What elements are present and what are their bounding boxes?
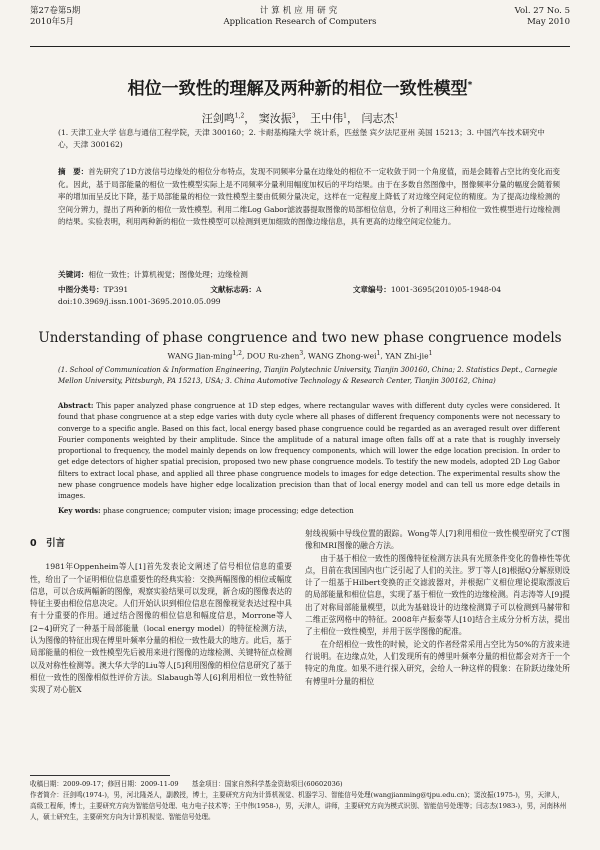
abstract-text-zh: 首先研究了1D方波信号边缘处的相位分布特点，发现不同频率分量在边缘处的相位不一定收敛于同一个角度值，而是会随着占空比的变化而变化。因此，基于局部能量的相位一致性模型实际上是不同频率分量利用幅度加权后的平均结果。由于在多数自然图像中，图像频率分量的幅度会随着频率的增加而呈反比下降，基于局部能量的相位一致性模型主要由低频分量决定，这样在一定程度上降低了对边缘空间定位的精度。为了提高边缘检测的空间分辨力，提出了两种新的相位一致性模型。利用二维Log Gabor滤波器提取图像的局部相位信息，分析了利用这三种相位一致性模型进行边缘检测的结果。实验表明，利用两种新的相位一致性模型可以检测到更加细致的图像边缘信息，具有更高的边缘空间定位能力。 bbox=[58, 167, 561, 227]
author-name: 闫志杰 bbox=[361, 112, 395, 125]
body-paragraph: 在介绍相位一致性的时候，论文的作者经常采用占空比为50%的方波来进行说明。在边缘点处，人们发现所有的傅里叶频率分量的相位都会对齐于一个特定的角度。如果不进行探入研究，会给人一种这样的假象：在阶跃边缘处所有傅里叶分量的相位 bbox=[305, 639, 570, 686]
author-name: 汪剑鸣 bbox=[201, 112, 235, 125]
header-center bbox=[30, 6, 570, 28]
author-list-zh: 汪剑鸣$^{1,2}$， 窦汝振$^3$， 王中伟$^1$， 闫志杰$^1$ bbox=[201, 112, 399, 125]
author-name-en: WANG Jian-ming bbox=[167, 351, 233, 361]
author-name-en: DOU Ru-zhen bbox=[246, 351, 300, 361]
footnote-rule bbox=[30, 775, 170, 776]
document-code: A bbox=[255, 285, 262, 294]
running-header bbox=[30, 6, 570, 44]
article-number: 1001-3695(2010)05-1948-04 bbox=[390, 285, 502, 294]
abstract-label-en: Abstract: bbox=[58, 401, 94, 410]
title-footnote-mark: * bbox=[467, 80, 473, 91]
body-paragraph: 射线视频中导线位置的跟踪。Wong等人[7]利用相位一致性模型研究了CT图像和MRI图像的融合方法。 bbox=[305, 529, 570, 551]
footnote-author-bios: 作者简介：汪剑鸣(1974-)，男，河北隆尧人，副教授，博士，主要研究方向为计算机视觉、机器学习、智能信号处理(wangjianming@tjpu.edu.cn)；窦汝振(1975-)，男，天津人，高级工程师，博士，主要研究方向为智能信号处理、电力电子技术等；王中伟(1958-)，男，天津人，讲师，主要研究方向为模式识别、智能信号处理等；闫志杰(1983-)，男，河南林州人，硕士研究生，主要研究方向为计算机视觉、智能信号处理。 bbox=[30, 791, 567, 821]
journal-name-en: Application Research of Computers bbox=[223, 17, 377, 27]
paper-title-zh: 相位一致性的理解及两种新的相位一致性模型* bbox=[127, 79, 473, 99]
abstract-label-zh: 摘 要： bbox=[58, 167, 89, 176]
classification-line: 中图分类号：TP391 文献标志码：A 文章编号：1001-3695(2010)05-1948-04 bbox=[58, 285, 502, 294]
author-name-en: YAN Zhi-jie bbox=[385, 351, 429, 361]
author-name: 王中伟 bbox=[310, 112, 344, 125]
author-list-en: WANG Jian-ming$^{1,2}$, DOU Ru-zhen$^3$, WANG Zhong-wei$^1$, YAN Zhi-jie$^1$ bbox=[167, 350, 433, 361]
body-paragraph: 1981年Oppenheim等人[1]首先发表论文阐述了信号相位信息的重要性，给出了一个证明相位信息重要性的经典实验：交换两幅图像的相位或幅度信息，可以合成两幅新的图像，观察实验结果可以发现，新合成的图像表达的特征主要由相位信息决定。人们开始认识到相位信息在图像视觉表达过程中具有十分重要的作用。通过结合图像的相位信息和幅度信息，Morrone等人[2~4]研究了一种基于局部能量（local energy model）的特征检测方法，认为图像的特征出现在傅里叶频率分量的相位一致性最大的地方。此后，基于局部能量的相位一致性模型先后被用来进行图像的边缘检测、关键特征点检测以及对称性检测等。澳大华大学的Liu等人[5]利用图像的相位信息研究了基于相位一致性的图像相似性评价方法。Slabaugh等人[6]利用相位一致性特征实现了对心脏X bbox=[30, 562, 292, 695]
body-paragraph: 由于基于相位一致性的图像特征检测方法具有光照条件变化的鲁棒性等优点，目前在我国国内也广泛引起了人们的关注。罗丁等人[8]根据Q分解原则设计了一组基于Hilbert变换的正交滤波器对，并根据广义相位理论提取漂波后的局部能量和相位信息，实现了基于相位一致性的边缘检测。肖志涛等人[9]提出了对称局部能量模型，以此为基础设计的边缘检测算子可以检测到马赫带和二维正弦网格中的特征。2008年卢振泰等人[10]结合主成分分析方法，提出了主相位一致性模型，并用于医学图像的配准。 bbox=[305, 553, 570, 637]
author-name-en: WANG Zhong-wei bbox=[308, 351, 377, 361]
affiliations-zh: (1. 天津工业大学 信息与通信工程学院，天津 300160；2. 卡耐基梅隆大学 统计系，匹兹堡 宾夕法尼亚州 美国 15213；3. 中国汽车技术研究中心，天津 300162) bbox=[58, 128, 545, 149]
volume-issue-zh: 第27卷第5期 bbox=[30, 6, 81, 16]
body-column-right bbox=[305, 528, 570, 688]
paper-title-en: Understanding of phase congruence and two new phase congruence models bbox=[38, 330, 562, 346]
affiliations-en: (1. School of Communication & Information Engineering, Tianjin Polytechnic University, Tianjin 300160, China; 2. Statistics Dept., Carnegie Mellon University, Pittsburgh, PA 15213, USA; 3. China Automotive Technology & Research Center, Tianjin 300162, China) bbox=[58, 366, 558, 385]
keywords-zh: 关键词：相位一致性；计算机视觉；图像处理；边缘检测 bbox=[58, 270, 248, 279]
footnote-dates-funding: 收稿日期：2009-09-17；修回日期：2009-11-09 基金项目：国家自然科学基金资助项目(60602036) bbox=[30, 780, 343, 788]
abstract-text-en: This paper analyzed phase congruence at 1D step edges, where rectangular waves with different duty cycles were considered. It found that phase congruence at a step edge varies with duty cycle where all phases of different frequency components were not necessary to converge to a specific angle. Based on this fact, local energy based phase congruence could be regarded as an averaged result over different Fourier components weighted by their amplitude. Since the amplitude of a natural image often falls off at a rate that is roughly inversely proportional to frequency, the model mainly depends on low frequency components, which will lower the edge location precision. In order to get edge detectors of higher spatial precision, proposed two new phase congruence models. To testify the new models, adopted 2D Log Gabor filters to extract local phase, and applied all three phase congruence models to images for edge detection. The experimental results show the new phase congruence models have higher edge localization precision than that of local energy model and can tell us more edge details in images. bbox=[58, 402, 560, 501]
volume-issue-en: Vol. 27 No. 5 bbox=[514, 6, 570, 16]
keywords-en: Key words: phase congruence; computer vision; image processing; edge detection bbox=[58, 506, 354, 515]
footnotes bbox=[30, 779, 570, 823]
section-heading: 0 引言 bbox=[30, 538, 66, 549]
header-rule bbox=[30, 46, 570, 47]
date-en: May 2010 bbox=[527, 17, 570, 27]
abstract-en bbox=[58, 400, 560, 503]
body-column-left bbox=[30, 528, 292, 697]
abstract-zh bbox=[58, 166, 560, 229]
date-zh: 2010年5月 bbox=[30, 17, 75, 27]
clc-number: TP391 bbox=[103, 285, 129, 294]
author-name: 窦汝振 bbox=[258, 112, 292, 125]
journal-name-zh: 计算机应用研究 bbox=[259, 6, 341, 16]
header-right bbox=[515, 6, 570, 28]
doi: doi:10.3969/j.issn.1001-3695.2010.05.099 bbox=[58, 297, 221, 306]
